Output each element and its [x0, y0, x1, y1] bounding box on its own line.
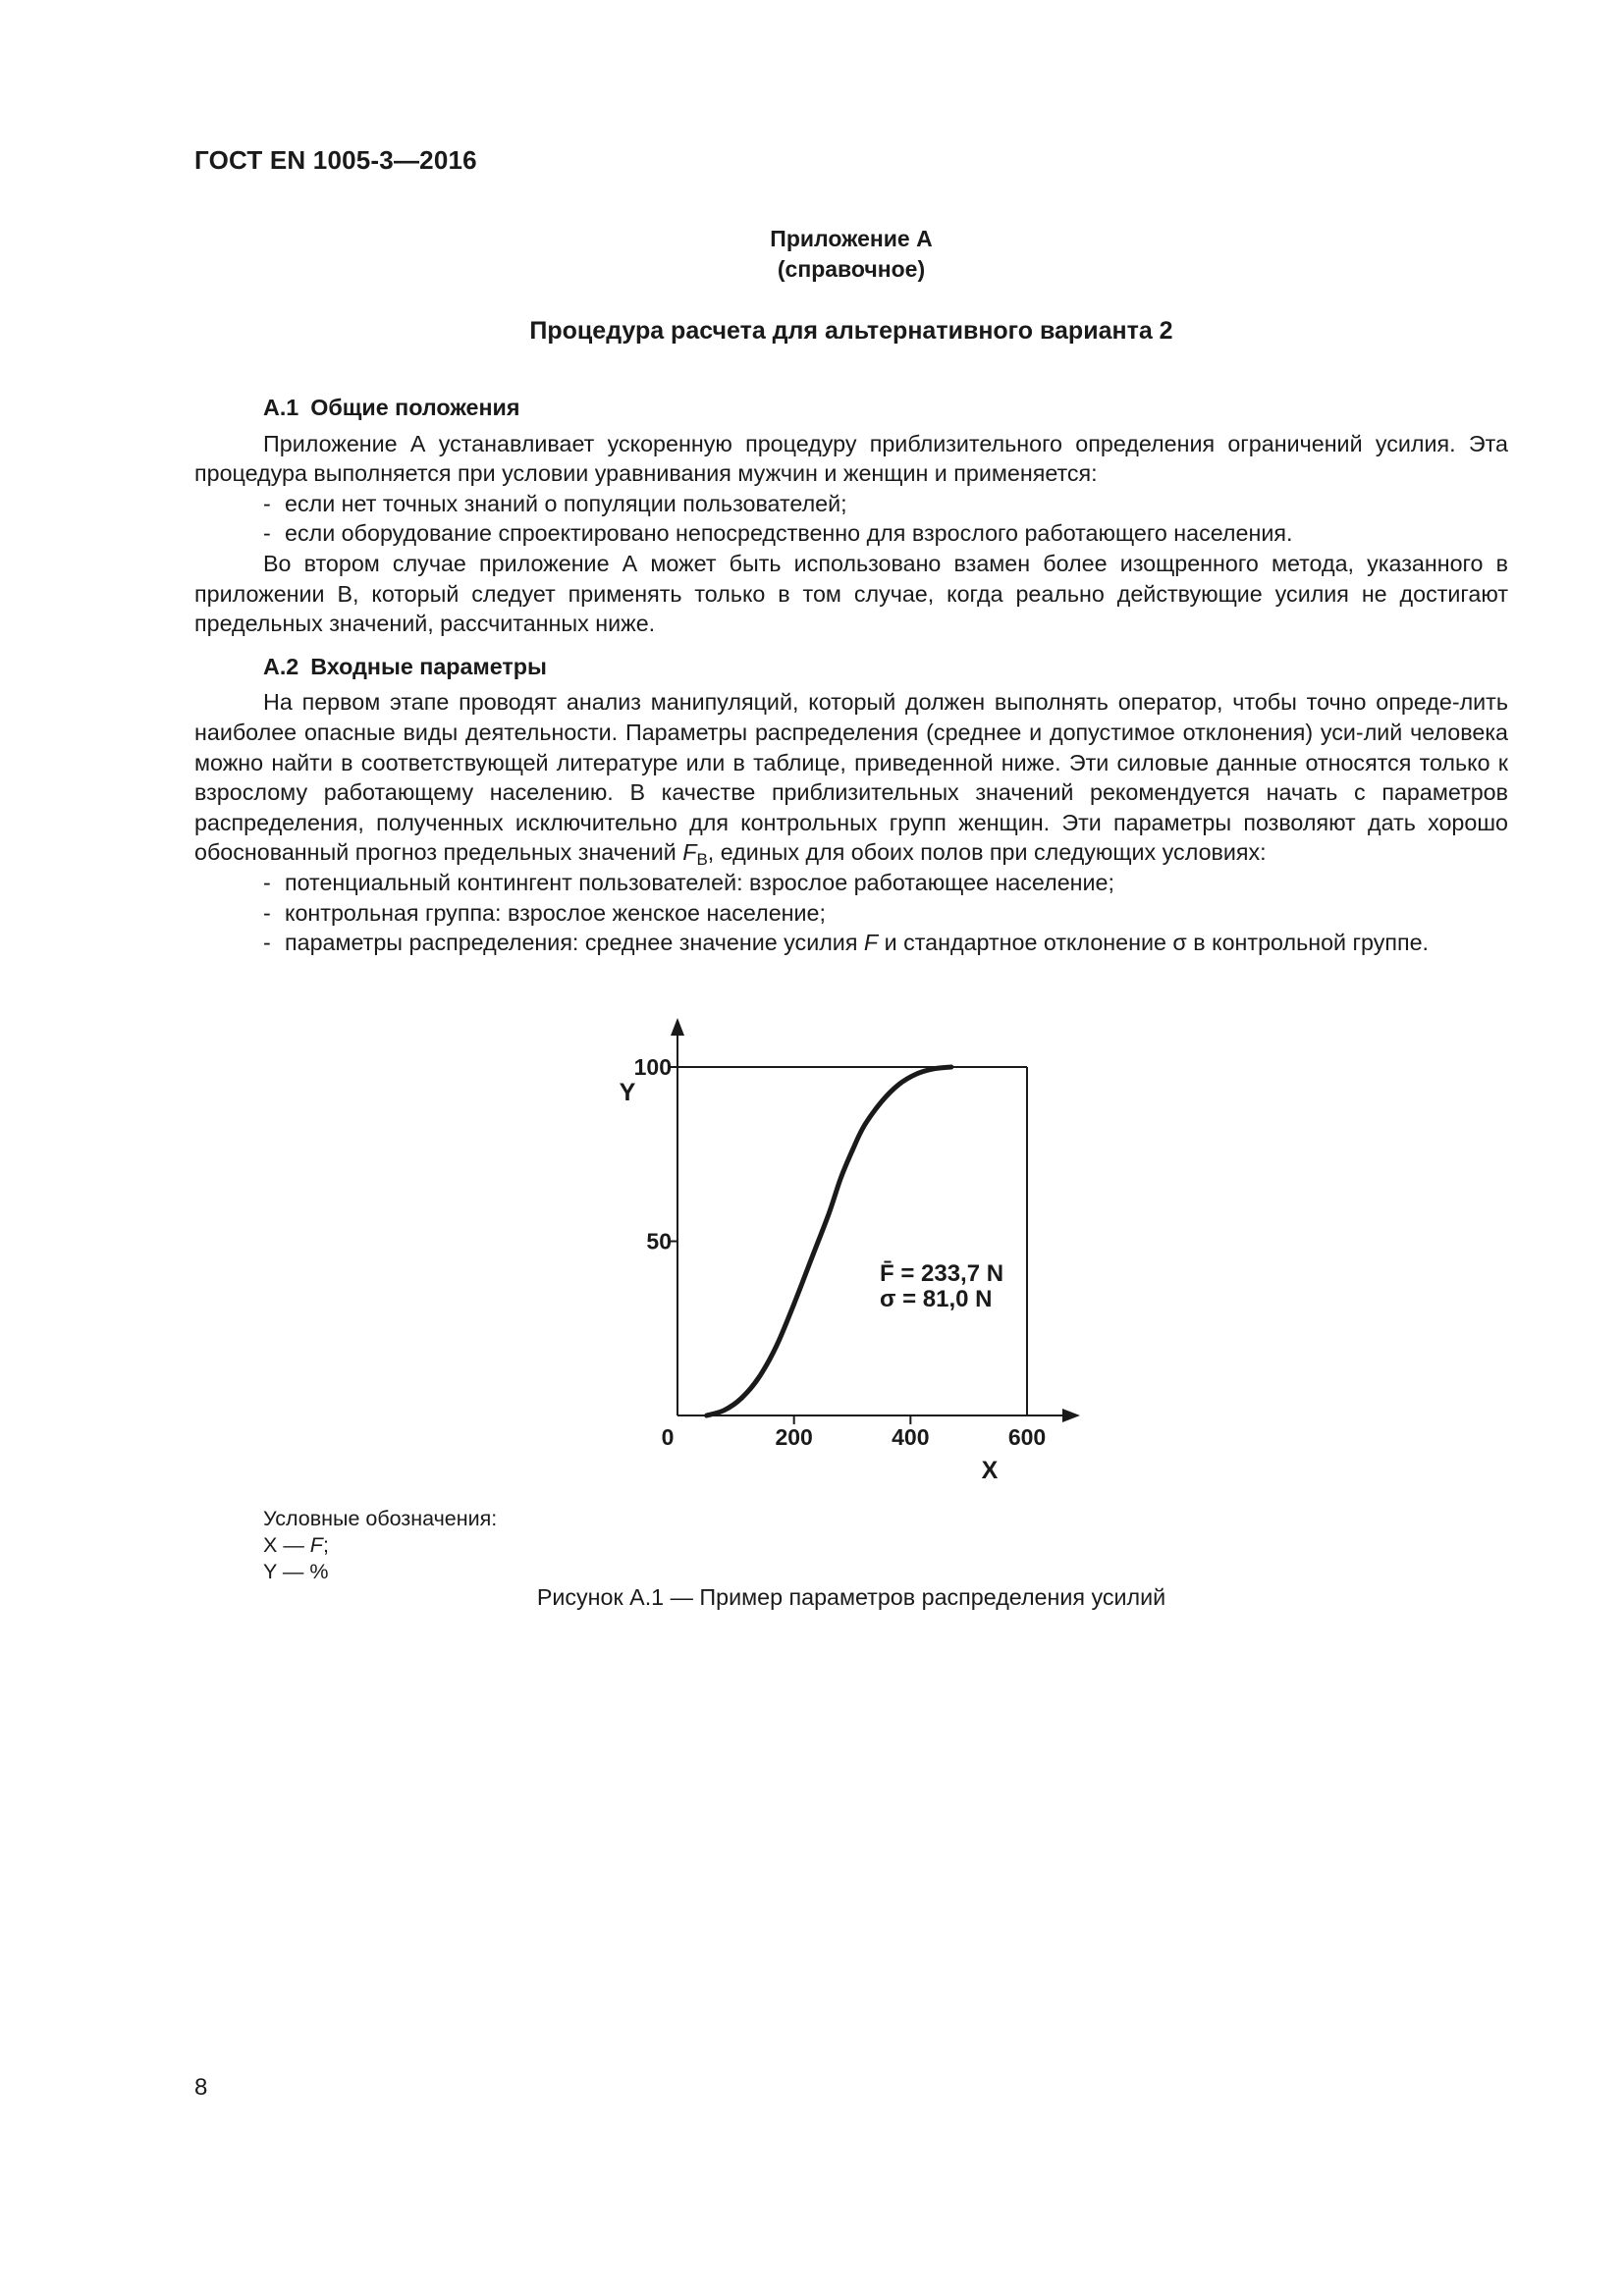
list-item-text: если нет точных знаний о популяции пользователей;	[285, 490, 847, 516]
variable-f: F	[863, 930, 879, 956]
legend-title: Условные обозначения:	[263, 1507, 498, 1530]
x-tick-label: 400	[892, 1424, 930, 1450]
x-tick-label: 200	[775, 1424, 813, 1450]
x-tick-label: 600	[1007, 1424, 1047, 1450]
distribution-chart	[589, 1011, 1100, 1482]
legend-x	[263, 1532, 497, 1559]
list-item	[194, 518, 1508, 549]
y-tick-label: 50	[646, 1228, 672, 1255]
legend-x-var: F	[309, 1533, 323, 1557]
figure-caption: Рисунок А.1 — Пример параметров распределения усилий	[536, 1584, 1166, 1610]
legend-x-suffix: ;	[322, 1533, 329, 1557]
list-item	[194, 489, 1508, 519]
list-item	[194, 868, 1508, 898]
chart-frame	[671, 1018, 1080, 1422]
procedure-title: Процедура расчета для альтернативного варианта 2	[529, 317, 1173, 345]
annotation-sigma: σ = 81,0 N	[880, 1286, 993, 1312]
list-dash: -	[263, 899, 271, 926]
distribution-curve	[707, 1067, 951, 1415]
paragraph-text: , единых для обоих полов при следующих условиях:	[707, 839, 1267, 866]
y-axis-arrow	[671, 1018, 684, 1036]
legend-x-prefix: X —	[263, 1533, 310, 1557]
list-dash: -	[263, 930, 271, 956]
section-heading-a1	[194, 393, 1508, 423]
list-item	[194, 928, 1508, 958]
annex-subtitle: (справочное)	[777, 256, 926, 282]
y-tick-label: 100	[633, 1054, 672, 1080]
list-dash: -	[263, 869, 271, 895]
list-item-text: потенциальный контингент пользователей: взрослое работающее население;	[285, 869, 1114, 895]
document-id: ГОСТ EN 1005-3—2016	[194, 145, 477, 175]
list-item	[194, 898, 1508, 929]
y-axis-label: Y	[619, 1079, 636, 1106]
list-item-text-part: параметры распределения: среднее значение усилия	[285, 930, 864, 956]
paragraph-text: На первом этапе проводят анализ манипуляций, который должен выполнять оператор, чтобы точно опреде-лить наиболее опасные виды деятельности. Параметры распределения (среднее и допустимое отклонения) уси-лий человека можно найти в соответствующей литературе или в таблице, приведенной ниже. Эти силовые данные относятся только к взрослому работающему населению. В качестве приблизительных значений рекомендуется начать с параметров распределения, полученных исключительно для контрольных групп женщин. Эти параметры позволяют дать хорошо обоснованный прогноз предельных значений	[194, 689, 1508, 866]
list-item-text-part: и стандартное отклонение σ в контрольной группе.	[878, 930, 1430, 956]
chart-ticks	[669, 1067, 910, 1424]
annex-heading	[194, 224, 1508, 285]
list-item-text: если оборудование спроектировано непосредственно для взрослого работающего населения.	[285, 520, 1293, 547]
chart-series	[707, 1067, 951, 1415]
annotation-mean: F̄ = 233,7 N	[880, 1260, 1004, 1287]
section-title: Общие положения	[310, 395, 520, 420]
list-item-text: контрольная группа: взрослое женское население;	[285, 899, 826, 926]
x-axis-label: X	[981, 1457, 999, 1482]
chart-text	[620, 1054, 1047, 1482]
x-tick-label: 0	[661, 1424, 675, 1450]
section-heading-a2	[194, 652, 1508, 682]
annex-title: Приложение А	[770, 226, 933, 251]
distribution-figure	[589, 1011, 1100, 1482]
legend-y: Y — %	[263, 1560, 329, 1583]
paragraph: Приложение А устанавливает ускоренную процедуру приблизительного определения ограничений усилия. Эта процедура выполняется при условии уравнивания мужчин и женщин и применяется:	[194, 430, 1508, 487]
section-title: Входные параметры	[310, 653, 547, 679]
document-body	[194, 393, 1508, 958]
x-axis-arrow	[1062, 1409, 1080, 1422]
subscript-b: B	[696, 850, 708, 870]
paragraph	[194, 687, 1508, 868]
variable-f: F	[682, 839, 697, 866]
section-number: А.2	[263, 653, 299, 679]
list-dash: -	[263, 490, 271, 516]
list-dash: -	[263, 520, 271, 547]
section-number: А.1	[263, 395, 299, 420]
list-item-text	[285, 928, 1429, 958]
figure-legend	[263, 1506, 497, 1585]
paragraph: Во втором случае приложение А может быть использовано взамен более изощренного метода, указанного в приложении В, который следует применять только в том случае, когда реально действующие усилия не достигают предельных значений, рассчитанных ниже.	[194, 550, 1508, 637]
page-number: 8	[194, 2074, 208, 2101]
